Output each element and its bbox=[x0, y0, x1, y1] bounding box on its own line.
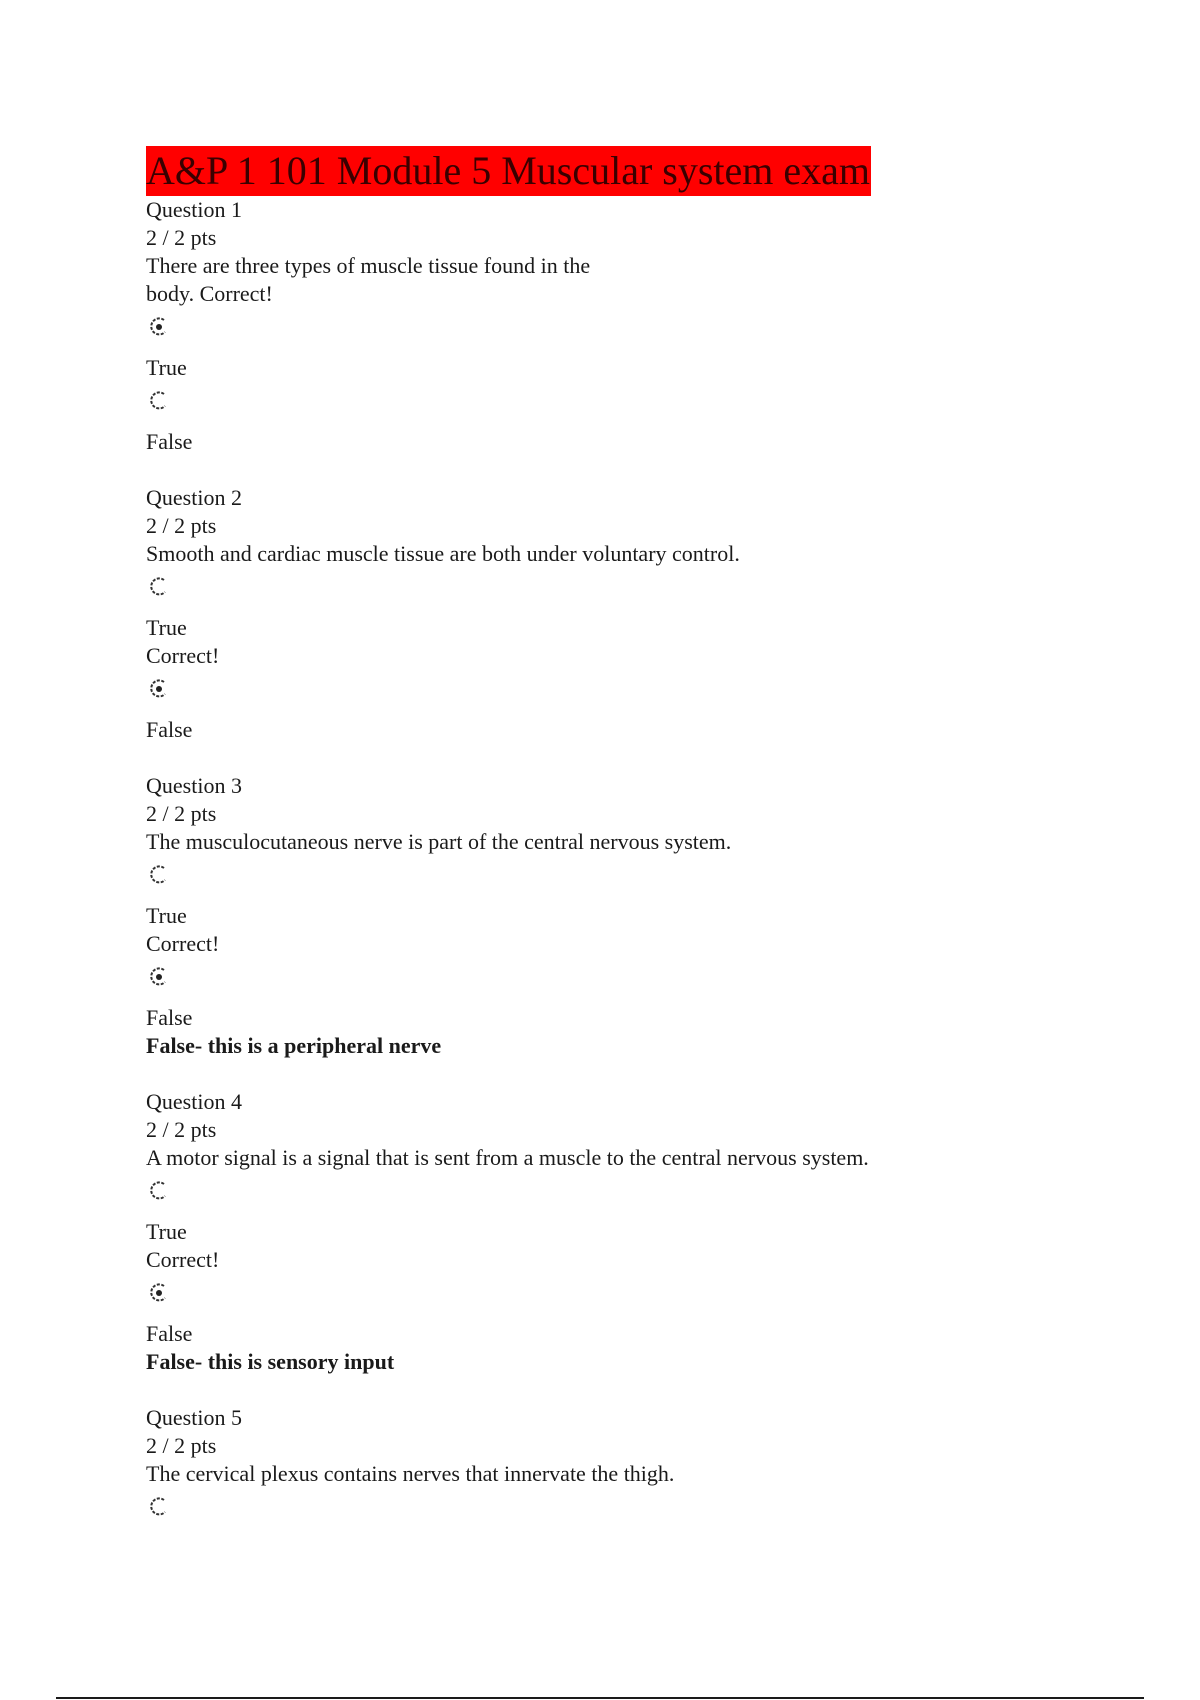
exam-title: A&P 1 101 Module 5 Muscular system exam bbox=[146, 146, 871, 196]
question-number: Question 2 bbox=[146, 485, 242, 510]
question-4 bbox=[146, 1088, 1046, 1376]
radio-unselected-icon[interactable] bbox=[148, 864, 170, 886]
option-label: False bbox=[146, 717, 193, 742]
question-text: The cervical plexus contains nerves that innervate the thigh. bbox=[146, 1461, 675, 1486]
radio-selected-icon[interactable] bbox=[148, 316, 170, 338]
question-points: 2 / 2 pts bbox=[146, 801, 217, 826]
correct-marker: Correct! bbox=[146, 643, 220, 668]
question-text: There are three types of muscle tissue found in the bbox=[146, 253, 591, 278]
question-text: Smooth and cardiac muscle tissue are both under voluntary control. bbox=[146, 541, 740, 566]
question-number: Question 3 bbox=[146, 773, 242, 798]
question-text: The musculocutaneous nerve is part of the central nervous system. bbox=[146, 829, 732, 854]
option-label: False bbox=[146, 1321, 193, 1346]
radio-unselected-icon[interactable] bbox=[148, 576, 170, 598]
option-label: True bbox=[146, 615, 187, 640]
question-text: A motor signal is a signal that is sent from a muscle to the central nervous system. bbox=[146, 1145, 869, 1170]
question-points: 2 / 2 pts bbox=[146, 1117, 217, 1142]
answer-feedback: False- this is sensory input bbox=[146, 1349, 395, 1374]
option-label: True bbox=[146, 903, 187, 928]
option-label: False bbox=[146, 429, 193, 454]
correct-marker: Correct! bbox=[146, 931, 220, 956]
question-points: 2 / 2 pts bbox=[146, 225, 217, 250]
radio-unselected-icon[interactable] bbox=[148, 1180, 170, 1202]
option-label: True bbox=[146, 1219, 187, 1244]
radio-selected-icon[interactable] bbox=[148, 678, 170, 700]
question-1 bbox=[146, 196, 1046, 456]
question-5 bbox=[146, 1404, 1046, 1518]
question-number: Question 1 bbox=[146, 197, 242, 222]
radio-selected-icon[interactable] bbox=[148, 966, 170, 988]
question-points: 2 / 2 pts bbox=[146, 1433, 217, 1458]
correct-marker: Correct! bbox=[146, 1247, 220, 1272]
exam-document bbox=[146, 146, 1046, 1534]
radio-unselected-icon[interactable] bbox=[148, 1496, 170, 1518]
page-bottom-rule bbox=[56, 1697, 1144, 1699]
radio-unselected-icon[interactable] bbox=[148, 390, 170, 412]
question-points: 2 / 2 pts bbox=[146, 513, 217, 538]
answer-feedback: False- this is a peripheral nerve bbox=[146, 1033, 442, 1058]
question-number: Question 4 bbox=[146, 1089, 242, 1114]
option-label: True bbox=[146, 355, 187, 380]
radio-selected-icon[interactable] bbox=[148, 1282, 170, 1304]
option-label: False bbox=[146, 1005, 193, 1030]
question-text-continued: body. Correct! bbox=[146, 281, 273, 306]
question-2 bbox=[146, 484, 1046, 744]
question-3 bbox=[146, 772, 1046, 1060]
question-number: Question 5 bbox=[146, 1405, 242, 1430]
